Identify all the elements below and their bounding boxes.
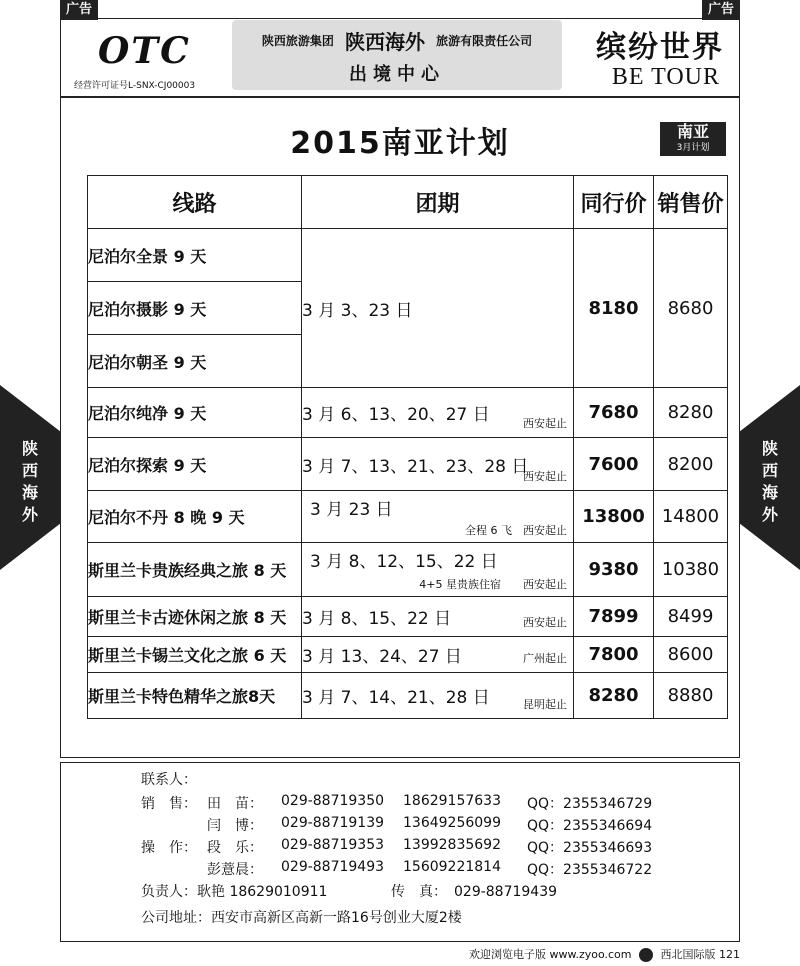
contact-mobile: 15609221814 — [403, 859, 501, 875]
group-name: 陕西旅游集团 — [261, 34, 334, 48]
header-route: 线路 — [88, 176, 302, 229]
sale-price-cell: 8600 — [654, 637, 728, 673]
department-name: 出境中心 — [349, 64, 445, 85]
departure-city: 昆明起止 — [523, 698, 567, 711]
peer-price-cell: 8280 — [574, 673, 654, 719]
brand-english: BE TOUR — [611, 64, 720, 90]
table-row — [88, 637, 728, 673]
departure-city: 西安起止 — [523, 616, 567, 629]
sale-price-cell: 8880 — [654, 673, 728, 719]
sale-price-cell: 14800 — [654, 491, 728, 543]
date-cell: 3 月 13、24、27 日 广州起止 — [302, 637, 574, 673]
route-cell: 尼泊尔朝圣 9 天 — [88, 335, 302, 388]
contact-qq: QQ：2355346694 — [527, 818, 653, 834]
contact-phone: 029-88719350 — [281, 793, 385, 809]
contact-qq: QQ：2355346693 — [527, 840, 653, 856]
table-row — [88, 543, 728, 597]
tour-note: 全程 6 飞 西安起止 — [465, 524, 567, 537]
table-row — [88, 597, 728, 637]
date-cell: 3 月 23 日 全程 6 飞 西安起止 — [302, 491, 574, 543]
sale-price-cell: 8200 — [654, 438, 728, 491]
contact-section — [60, 762, 740, 942]
emblem-icon — [639, 948, 653, 962]
contact-mobile: 13992835692 — [403, 837, 501, 853]
contact-qq: QQ：2355346722 — [527, 862, 653, 878]
route-cell: 尼泊尔全景 9 天 — [88, 229, 302, 282]
departure-city: 广州起止 — [523, 652, 567, 665]
peer-price-cell: 7680 — [574, 388, 654, 438]
route-cell: 斯里兰卡古迹休闲之旅 8 天 — [88, 597, 302, 637]
table-row — [88, 438, 728, 491]
sale-price-cell: 10380 — [654, 543, 728, 597]
footer-website: 欢迎浏览电子版 www.zyoo.com — [468, 948, 632, 961]
region-badge — [660, 122, 726, 156]
date-cell: 3 月 8、15、22 日 西安起止 — [302, 597, 574, 637]
header-peer-price: 同行价 — [574, 176, 654, 229]
route-cell: 尼泊尔不丹 8 晚 9 天 — [88, 491, 302, 543]
header-sale-price: 销售价 — [654, 176, 728, 229]
contact-phone: 029-88719493 — [281, 859, 385, 875]
date-cell: 3 月 3、23 日 — [302, 229, 574, 388]
brand-chinese: 缤纷世界 — [596, 30, 724, 65]
header-dates: 团期 — [302, 176, 574, 229]
peer-price-cell: 9380 — [574, 543, 654, 597]
table-row — [88, 673, 728, 719]
sale-price-cell: 8499 — [654, 597, 728, 637]
route-cell: 斯里兰卡锡兰文化之旅 6 天 — [88, 637, 302, 673]
peer-price-cell: 7600 — [574, 438, 654, 491]
manager-contact: 负责人：耿艳 18629010911 — [141, 884, 328, 900]
contact-name: 彭薏晨： — [207, 862, 263, 878]
tour-plan-table — [87, 175, 728, 719]
contact-name: 闫 博： — [207, 818, 263, 834]
contact-mobile: 18629157633 — [403, 793, 501, 809]
license-number: 经营许可证号L-SNX-CJ00003 — [74, 81, 196, 91]
sales-label: 销 售： — [141, 796, 197, 812]
peer-price-cell: 7800 — [574, 637, 654, 673]
contact-qq: QQ：2355346729 — [527, 796, 653, 812]
page-footer — [469, 946, 740, 962]
route-cell: 斯里兰卡特色精华之旅8天 — [88, 673, 302, 719]
peer-price-cell: 13800 — [574, 491, 654, 543]
route-cell: 尼泊尔探索 9 天 — [88, 438, 302, 491]
table-row — [88, 388, 728, 438]
side-label-right: 陕 西 海 外 — [761, 439, 778, 524]
header — [60, 18, 740, 98]
date-cell: 3 月 7、14、21、28 日 昆明起止 — [302, 673, 574, 719]
contact-phone: 029-88719139 — [281, 815, 385, 831]
date-cell: 3 月 7、13、21、23、28 日 西安起止 — [302, 438, 574, 491]
route-cell: 尼泊尔摄影 9 天 — [88, 282, 302, 335]
date-cell: 3 月 8、12、15、22 日 4+5 星贵族住宿 西安起止 — [302, 543, 574, 597]
sale-price-cell: 8280 — [654, 388, 728, 438]
badge-sub: 3月计划 — [676, 143, 710, 153]
footer-edition: 西北国际版 121 — [660, 948, 740, 961]
departure-city: 西安起止 — [523, 417, 567, 430]
otc-logo: OTC — [98, 30, 191, 72]
date-cell: 3 月 6、13、20、27 日 西安起止 — [302, 388, 574, 438]
contact-name: 田 苗： — [207, 796, 263, 812]
fax-number: 传 真： 029-88719439 — [391, 884, 558, 900]
route-cell: 尼泊尔纯净 9 天 — [88, 388, 302, 438]
peer-price-cell: 7899 — [574, 597, 654, 637]
ad-label-left: 广告 — [60, 0, 98, 20]
company-name: 陕西海外 — [345, 30, 425, 54]
peer-price-cell: 8180 — [574, 229, 654, 388]
table-row — [88, 229, 728, 282]
departure-city: 西安起止 — [523, 470, 567, 483]
route-cell: 斯里兰卡贵族经典之旅 8 天 — [88, 543, 302, 597]
ops-label: 操 作： — [141, 840, 197, 856]
contact-phone: 029-88719353 — [281, 837, 385, 853]
sale-price-cell: 8680 — [654, 229, 728, 388]
page-title: 2015南亚计划 — [290, 126, 510, 161]
contact-mobile: 13649256099 — [403, 815, 501, 831]
badge-main: 南亚 — [676, 122, 709, 141]
company-address: 公司地址：西安市高新区高新一路16号创业大厦2楼 — [141, 910, 462, 926]
company-suffix: 旅游有限责任公司 — [436, 34, 533, 48]
tour-note: 4+5 星贵族住宿 西安起止 — [419, 578, 567, 591]
table-header-row — [88, 176, 728, 229]
contact-name: 段 乐： — [207, 840, 263, 856]
table-row — [88, 491, 728, 543]
company-banner — [232, 20, 562, 90]
ad-label-right: 广告 — [702, 0, 740, 20]
side-label-left: 陕 西 海 外 — [21, 439, 38, 524]
contacts-heading: 联系人： — [141, 772, 197, 788]
